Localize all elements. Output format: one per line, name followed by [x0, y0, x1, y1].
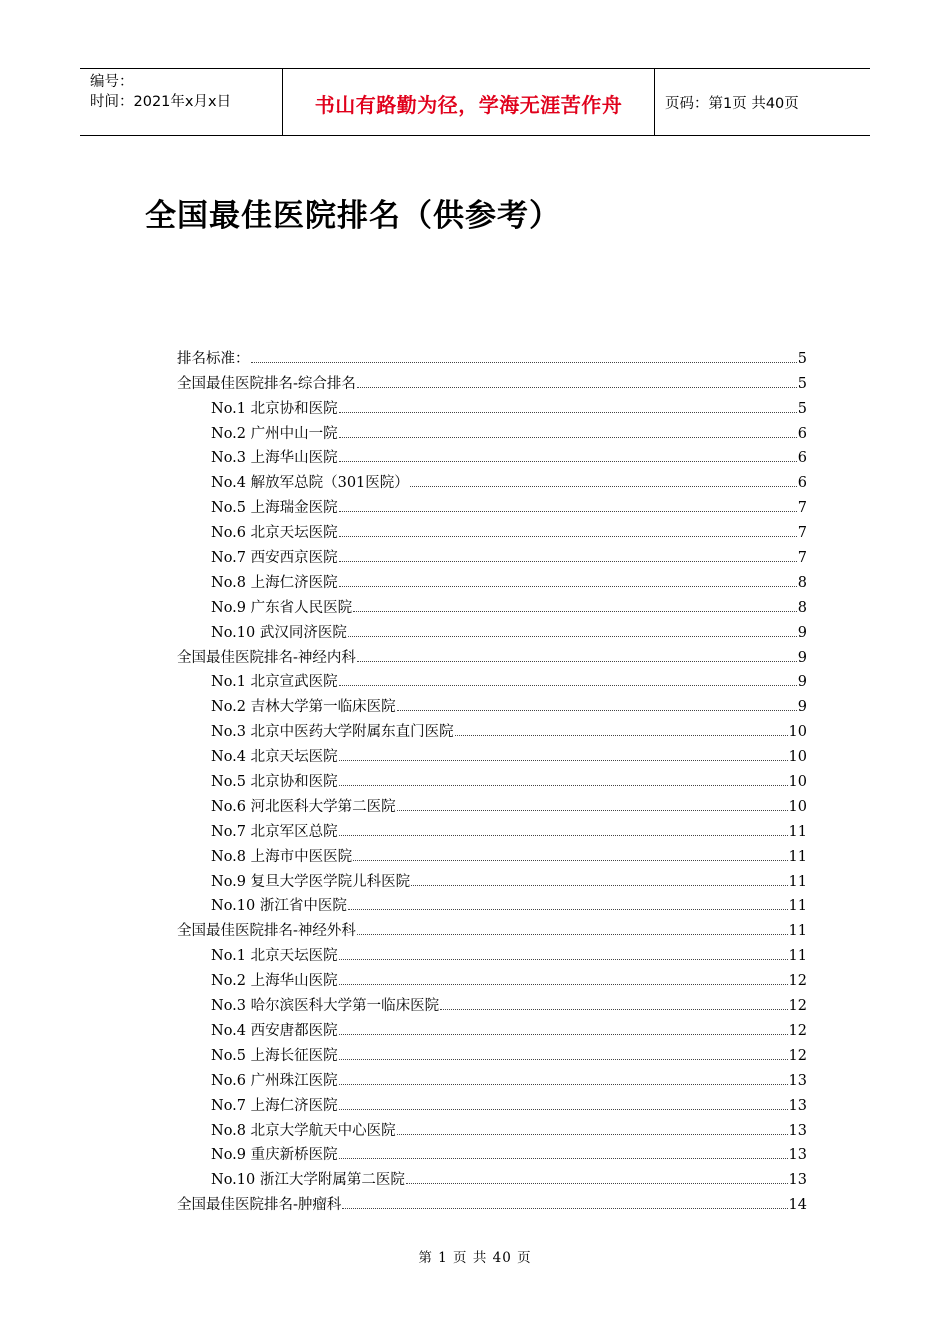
toc-leader-dots [339, 412, 797, 413]
toc-leader-dots [357, 387, 797, 388]
header-page-code: 页码：第1页 共40页 [665, 96, 799, 112]
toc-entry-page: 12 [788, 1047, 807, 1064]
toc-entry[interactable] [177, 418, 807, 443]
toc-entry[interactable] [177, 667, 807, 692]
toc-entry-text: No.6 广州珠江医院 [211, 1072, 338, 1089]
toc-leader-dots [339, 586, 797, 587]
toc-leader-dots [339, 1084, 788, 1085]
toc-entry-page: 7 [797, 500, 807, 517]
toc-entry-text: 全国最佳医院排名-神经外科 [177, 923, 356, 940]
toc-leader-dots [339, 511, 797, 512]
toc-entry-text: No.10 武汉同济医院 [211, 624, 347, 641]
toc-entry-page: 11 [788, 923, 807, 940]
toc-entry[interactable] [177, 443, 807, 468]
toc-entry[interactable] [177, 368, 807, 393]
toc-entry-text: No.9 广东省人民医院 [211, 599, 353, 616]
toc-entry-text: 全国最佳医院排名-肿瘤科 [177, 1197, 342, 1214]
toc-entry-page: 13 [788, 1122, 807, 1139]
toc-leader-dots [410, 486, 797, 487]
toc-leader-dots [353, 611, 797, 612]
toc-entry-page: 13 [788, 1097, 807, 1114]
toc-entry-page: 6 [797, 425, 807, 442]
toc-entry-page: 13 [788, 1072, 807, 1089]
toc-leader-dots [339, 1158, 788, 1159]
toc-leader-dots [339, 536, 797, 537]
toc-leader-dots [357, 934, 788, 935]
toc-entry[interactable] [177, 642, 807, 667]
toc-leader-dots [339, 785, 788, 786]
toc-entry-text: No.1 北京协和医院 [211, 400, 338, 417]
toc-entry[interactable] [177, 1090, 807, 1115]
toc-leader-dots [342, 1208, 787, 1209]
toc-entry-page: 9 [797, 699, 807, 716]
toc-entry-text: No.1 北京天坛医院 [211, 948, 338, 965]
toc-entry[interactable] [177, 343, 807, 368]
toc-entry[interactable] [177, 1115, 807, 1140]
toc-entry[interactable] [177, 1015, 807, 1040]
toc-entry[interactable] [177, 841, 807, 866]
table-of-contents [177, 343, 807, 1214]
toc-leader-dots [339, 1109, 788, 1110]
toc-entry[interactable] [177, 766, 807, 791]
toc-entry-page: 11 [788, 898, 807, 915]
toc-entry-text: No.8 上海市中医医院 [211, 848, 353, 865]
toc-entry-text: No.8 北京大学航天中心医院 [211, 1122, 396, 1139]
toc-leader-dots [406, 1183, 788, 1184]
toc-entry-page: 9 [797, 674, 807, 691]
toc-entry[interactable] [177, 866, 807, 891]
toc-entry-text: No.10 浙江省中医院 [211, 898, 347, 915]
toc-leader-dots [339, 561, 797, 562]
toc-entry-text: No.7 北京军区总院 [211, 823, 338, 840]
toc-entry-page: 10 [788, 724, 807, 741]
toc-entry-text: No.3 北京中医药大学附属东直门医院 [211, 724, 454, 741]
toc-entry-page: 7 [797, 525, 807, 542]
toc-entry-page: 8 [797, 599, 807, 616]
toc-leader-dots [397, 710, 797, 711]
header-motto: 书山有路勤为径，学海无涯苦作舟 [282, 69, 655, 135]
toc-leader-dots [339, 760, 788, 761]
serial-label: 编号： [90, 74, 134, 90]
toc-entry-text: No.4 北京天坛医院 [211, 749, 338, 766]
toc-entry-page: 13 [788, 1172, 807, 1189]
toc-entry-page: 8 [797, 574, 807, 591]
toc-entry-text: No.10 浙江大学附属第二医院 [211, 1172, 405, 1189]
toc-leader-dots [411, 885, 787, 886]
toc-entry-text: No.4 西安唐都医院 [211, 1022, 338, 1039]
toc-entry[interactable] [177, 816, 807, 841]
toc-entry-page: 11 [788, 848, 807, 865]
toc-leader-dots [397, 1134, 788, 1135]
toc-entry[interactable] [177, 1065, 807, 1090]
toc-leader-dots [455, 735, 788, 736]
toc-entry-text: No.4 解放军总院（301医院） [211, 475, 409, 492]
toc-leader-dots [348, 636, 797, 637]
toc-entry[interactable] [177, 940, 807, 965]
toc-entry-text: No.3 上海华山医院 [211, 450, 338, 467]
toc-entry-page: 9 [797, 649, 807, 666]
toc-entry-text: 全国最佳医院排名-神经内科 [177, 649, 356, 666]
toc-entry-page: 6 [797, 475, 807, 492]
toc-entry[interactable] [177, 592, 807, 617]
toc-entry-page: 11 [788, 948, 807, 965]
toc-entry[interactable] [177, 965, 807, 990]
toc-leader-dots [357, 661, 797, 662]
toc-leader-dots [339, 685, 797, 686]
toc-entry-page: 13 [788, 1147, 807, 1164]
toc-entry-page: 7 [797, 550, 807, 567]
toc-entry[interactable] [177, 691, 807, 716]
toc-entry-text: No.9 复旦大学医学院儿科医院 [211, 873, 411, 890]
toc-entry-page: 9 [797, 624, 807, 641]
toc-entry[interactable] [177, 617, 807, 642]
toc-entry-page: 6 [797, 450, 807, 467]
toc-entry-text: No.6 河北医科大学第二医院 [211, 798, 396, 815]
toc-entry[interactable] [177, 1040, 807, 1065]
toc-entry[interactable] [177, 716, 807, 741]
toc-entry-page: 12 [788, 998, 807, 1015]
time-label: 时间：2021年x月x日 [90, 94, 232, 110]
toc-entry[interactable] [177, 492, 807, 517]
toc-entry[interactable] [177, 990, 807, 1015]
toc-leader-dots [339, 1034, 788, 1035]
toc-entry[interactable] [177, 1189, 807, 1214]
toc-entry[interactable] [177, 915, 807, 940]
toc-leader-dots [348, 909, 788, 910]
toc-leader-dots [339, 1059, 788, 1060]
toc-entry-page: 11 [788, 873, 807, 890]
toc-entry[interactable] [177, 567, 807, 592]
toc-entry[interactable] [177, 542, 807, 567]
toc-entry[interactable] [177, 741, 807, 766]
toc-entry-text: No.1 北京宣武医院 [211, 674, 338, 691]
toc-entry-page: 14 [788, 1197, 807, 1214]
toc-entry-text: No.7 西安西京医院 [211, 550, 338, 567]
toc-entry-text: No.9 重庆新桥医院 [211, 1147, 338, 1164]
toc-entry-page: 5 [797, 400, 807, 417]
toc-leader-dots [339, 437, 797, 438]
toc-leader-dots [339, 835, 788, 836]
toc-entry-text: No.6 北京天坛医院 [211, 525, 338, 542]
toc-entry-page: 10 [788, 774, 807, 791]
document-title: 全国最佳医院排名（供参考） [145, 198, 561, 234]
toc-entry-text: 排名标准： [177, 350, 250, 367]
page-footer: 第 1 页 共 40 页 [418, 1250, 532, 1266]
toc-entry[interactable] [177, 891, 807, 916]
toc-leader-dots [353, 860, 787, 861]
toc-leader-dots [440, 1009, 787, 1010]
toc-entry[interactable] [177, 393, 807, 418]
toc-entry-page: 10 [788, 798, 807, 815]
toc-entry[interactable] [177, 1164, 807, 1189]
toc-entry[interactable] [177, 1140, 807, 1165]
toc-entry-page: 12 [788, 1022, 807, 1039]
toc-leader-dots [339, 461, 797, 462]
toc-entry-text: No.2 上海华山医院 [211, 973, 338, 990]
toc-entry-text: 全国最佳医院排名-综合排名 [177, 375, 356, 392]
toc-entry-text: No.8 上海仁济医院 [211, 574, 338, 591]
toc-entry[interactable] [177, 517, 807, 542]
toc-entry-text: No.5 上海瑞金医院 [211, 500, 338, 517]
toc-entry-page: 5 [797, 350, 807, 367]
toc-entry-page: 12 [788, 973, 807, 990]
toc-leader-dots [397, 810, 788, 811]
toc-entry-text: No.5 上海长征医院 [211, 1047, 338, 1064]
header-meta [80, 69, 282, 135]
toc-entry-page: 11 [788, 823, 807, 840]
toc-entry-text: No.2 吉林大学第一临床医院 [211, 699, 396, 716]
toc-entry-text: No.5 北京协和医院 [211, 774, 338, 791]
page-header [80, 68, 870, 136]
toc-entry-text: No.3 哈尔滨医科大学第一临床医院 [211, 998, 440, 1015]
toc-entry-page: 5 [797, 375, 807, 392]
toc-leader-dots [339, 959, 788, 960]
toc-leader-dots [339, 984, 788, 985]
toc-entry[interactable] [177, 791, 807, 816]
toc-entry-text: No.2 广州中山一院 [211, 425, 338, 442]
toc-leader-dots [251, 362, 797, 363]
toc-entry-text: No.7 上海仁济医院 [211, 1097, 338, 1114]
toc-entry-page: 10 [788, 749, 807, 766]
toc-entry[interactable] [177, 467, 807, 492]
